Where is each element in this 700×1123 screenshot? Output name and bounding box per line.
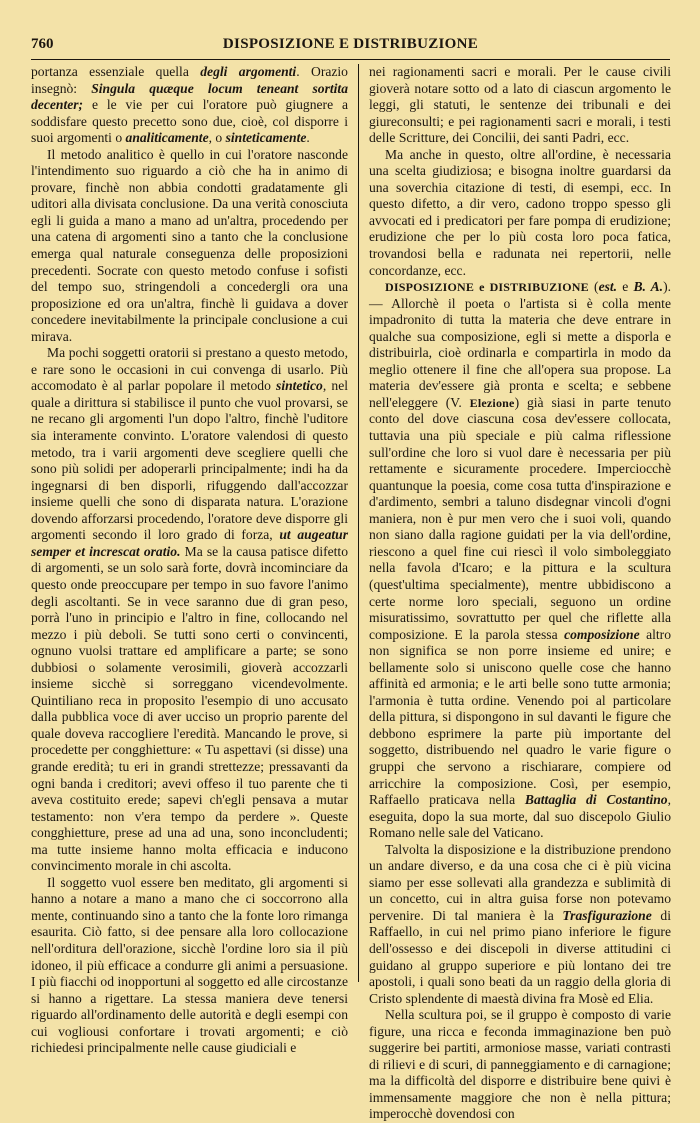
- emphasis: analiticamente: [125, 130, 209, 146]
- emphasis: sintetico: [276, 378, 323, 394]
- text-run: , nel quale a dirittura si stabilisce il punto che vuol provarsi, se ne recano gli argomenti l'un dopo l'altro, finchè l'uditore sia interamente convinto. L'oratore valendosi di questo metodo, tra i varii argomenti deve scegliere quelli che sono più solidi per adoperarli principalmente; indi ha da ingegnarsi di ben disporli, rifuggendo dall'accozzar insieme quelli che sono di disparata natura. L'orazione dovendo afforzarsi procedendo, l'oratore deve disporre gli argomenti secondo il loro grado di forza,: [31, 378, 348, 543]
- paragraph: [369, 842, 671, 1007]
- text-run: e le vie per cui l'oratore può giugnere a soddisfare questo precetto sono due, cioè, col disporre i suoi argomenti o: [31, 97, 348, 146]
- paragraph: [31, 345, 348, 875]
- paragraph: Ma anche in questo, oltre all'ordine, è necessaria una scelta giudiziosa; e bisogna inoltre guardarsi da una soverchia citazione di testi, di esempi, ecc. In questo difetto, a dir vero, cadono troppo spesso gli avvocati ed i predicatori per fare pompa di erudizione; erudizione che per lo più costa loro poca fatica, trovandosi bella e radunata nei repertorii, nelle concordanze, ecc.: [369, 146, 671, 278]
- text-run: portanza essenziale quella: [31, 64, 201, 79]
- abbreviation: est.: [598, 279, 618, 295]
- running-title: DISPOSIZIONE E DISTRIBUZIONE: [222, 36, 479, 52]
- entry-paragraph: [369, 279, 671, 842]
- text-run: ). —: [369, 279, 671, 311]
- text-run: Ma se la causa patisce difetto di argomenti, se un solo sarà forte, dovrà incominciare da questo onde preoccupare per tempo in suo favore l'animo degli ascoltanti. Se in vece saranno due di gran peso, porrà l'uno in principio e l'altro in fine, collocando nel mezzo i più deboli. Se tutti sono certi o convincenti, ognuno vuolsi trattare ed amplificare a parte; se sono dubbiosi o solamente verosimili, gioverà accozzarli insieme sicchè si sorreggano vicendevolmente. Quintiliano reca in proposito l'esempio di uno accusato dalla pubblica voce di aver ucciso un proprio parente del quale doveva raccogliere l'eredità. Mancando le prove, si procedette per congghietture: « Tu aspettavi (si disse) una grande eredità; tu eri in grandi strettezze; pressavanti da ogni banda i creditori; avevi offeso il tuo parente che ti aveva costituito erede; sapevi ch'egli pensava a mutar testamento: non v'era tempo da perdere ». Queste congghietture, prese ad una ad una, sono inconcludenti; ma tutte insieme hanno molta efficacia e inducono convincimento morale in chi ascolta.: [31, 543, 349, 874]
- column-divider: [358, 64, 359, 982]
- text-run: di Raffaello, in cui nel primo piano inferiore le figure dell'ossesso e dei discepoli in diverse attitudini ci guidano al gruppo superiore e più lontano dei tre apostoli, i quali sono beati da un raggio della gloria di Cristo splendente di maestà divina fra Mosè ed Elia.: [369, 907, 671, 1006]
- text-run: . Orazio insegnò:: [31, 64, 348, 96]
- entry-heading: DISPOSIZIONE e DISTRIBUZIONE: [385, 280, 589, 295]
- text-run: .: [306, 130, 310, 146]
- text-run: , eseguita, dopo la sua morte, dal suo discepolo Giulio Romano nelle sale del Vaticano.: [369, 792, 672, 841]
- paragraph: [31, 64, 348, 147]
- text-run: (: [588, 279, 599, 295]
- latin-quote: ut augeatur semper et increscat oratio.: [31, 527, 348, 559]
- text-run: ) già siasi in parte tenuto conto del dove ciascuna cosa dev'essere collocata, tuttavia una più speciale e più calma riflessione sull'ordine che loro si vuol dare è necessaria per più rettamente e sicuramente procedere. Imperciocchè quantunque la poesia, come cosa tutta d'inspirazione e d'ardimento, sembri a taluno disdegnar vincoli d'ogni maniera, non è pur men vero che i suoi voli, quando non siano dalla ragione guidati per la via dell'ordine, riescono a quel fine cui riescì il volo simboleggiato nella favola d'Icaro; e la pittura e la scultura (quest'ultima specialmente), mentre ubbidiscono a certe norme loro speciali, seguono un ordine misuratissimo, sovrattutto per quel che riflette alla composizione. E la parola stessa: [369, 394, 671, 642]
- emphasis: sinteticamente: [225, 130, 307, 146]
- header-rule: [31, 59, 670, 60]
- paragraph: Il soggetto vuol essere ben meditato, gli argomenti si hanno a notare a mano a mano che ci soccorrono alla mente, continuando sino a tanto che la fonte loro rimanga esaurita. Ciò fatto, si dee pensare alla loro collocazione nell'orditura dell'orazione, sicchè l'ordine loro sia il più idoneo, il più efficace a condurre gli animi a persuasione. I più fiacchi od inopportuni al soggetto ed alle circostanze si hanno a rigettare. La stessa maniera deve tenersi riguardo all'ordinamento delle autorità e degli esempi con cui vogliousi confortare i trovati argomenti; e ciò richiedesi principalmente nelle cause giudiciali e: [31, 874, 348, 1056]
- emphasis: composizione: [564, 626, 640, 642]
- right-column: [369, 64, 671, 1123]
- artwork-title: Trasfigurazione: [562, 907, 652, 923]
- paragraph: Il metodo analitico è quello in cui l'oratore nasconde l'intendimento suo riguardo a ciò che ha in animo di provare, finchè non abbia condotti gradatamente gli uditori alla divisata conclusione. Da una verità conosciuta egli li guida a mano a mano ad un'altra, procedendo per una catena di argomenti sino a tanto che la conclusione emerga qual naturale conseguenza delle proposizioni precedenti. Socrate con questo metodo confuse i sofisti del tempo suo, stringendoli a concedergli ora una proposizione ed ora un'altra, finchè li guidava a dover concedere inevitabilmente la principale conclusione a cui mirava.: [31, 146, 348, 344]
- paragraph: nei ragionamenti sacri e morali. Per le cause civili gioverà notare sotto od a lato di ciascun argomento le leggi, gli statuti, le sentenze dei tribunali e dei giureconsulti; e pei ragionamenti sacri e morali, i testi delle Scritture, dei Concilii, dei santi Padri, ecc.: [369, 64, 671, 146]
- cross-reference: Elezione: [469, 395, 515, 410]
- text-run: Talvolta la disposizione e la distribuzione prendono un andare diverso, e da una cosa che ci è più vicina siamo per esse sollevati alla grandezza e sublimità di un concetto, cui in altra guisa forse non potevamo pervenire. Di tal maniera è la: [369, 841, 671, 923]
- emphasis: degli argomenti: [200, 64, 297, 79]
- text-run: e: [617, 279, 634, 295]
- left-column: [31, 64, 348, 1057]
- text-run: altro non significa se non porre insieme ed unire; e bellamente solo si uniscono quelle cose che hanno affinità ed armonia; e le arti belle sono tutte armonia; l'armonia è tutta ordine. Venendo poi al particolare della pittura, si dispongono in sul davanti le figure che debbono esprimere la parte più importante del soggetto, distribuendo nel quadro le varie figure o gruppi che servono a rischiarare, compiere od arricchire la composizione. Così, per esempio, Raffaello praticava nella: [369, 626, 671, 808]
- artwork-title: Battaglia di Costantino: [524, 792, 668, 808]
- page-header: [31, 36, 670, 56]
- text-run: Allorchè il poeta o l'artista si è colla mente impadronito di tutta la materia che deve entrare in qualche sua composizione, egli si mette a disporla e distribuirla, cioè ordinarla e compartirla in modo da meglio ottenere il fine che all'opera sua propose. La materia dev'essere già pronta e scelta; e sebbene nell'eleggere (V.: [369, 295, 671, 410]
- abbreviation: B. A.: [633, 279, 664, 295]
- paragraph: Nella scultura poi, se il gruppo è composto di varie figure, una ricca e feconda immaginazione ben può suggerire bei partiti, armoniose masse, variati contrasti di rilievi e di scuri, di panneggiamento e di carnagione; ma la difficoltà del disporre e distribuire bene quivi è immensamente maggiore che non è nella pittura; imperocchè dovendosi con: [369, 1007, 671, 1122]
- page-number: 760: [31, 36, 54, 52]
- latin-quote: Singula quæque locum teneant sortita decenter;: [31, 80, 348, 113]
- text-run: Ma pochi soggetti oratorii si prestano a questo metodo, e rare sono le occasioni in cui convenga di usarlo. Più accomodato è al parlar popolare il metodo: [31, 345, 348, 394]
- text-run: , o: [208, 130, 226, 146]
